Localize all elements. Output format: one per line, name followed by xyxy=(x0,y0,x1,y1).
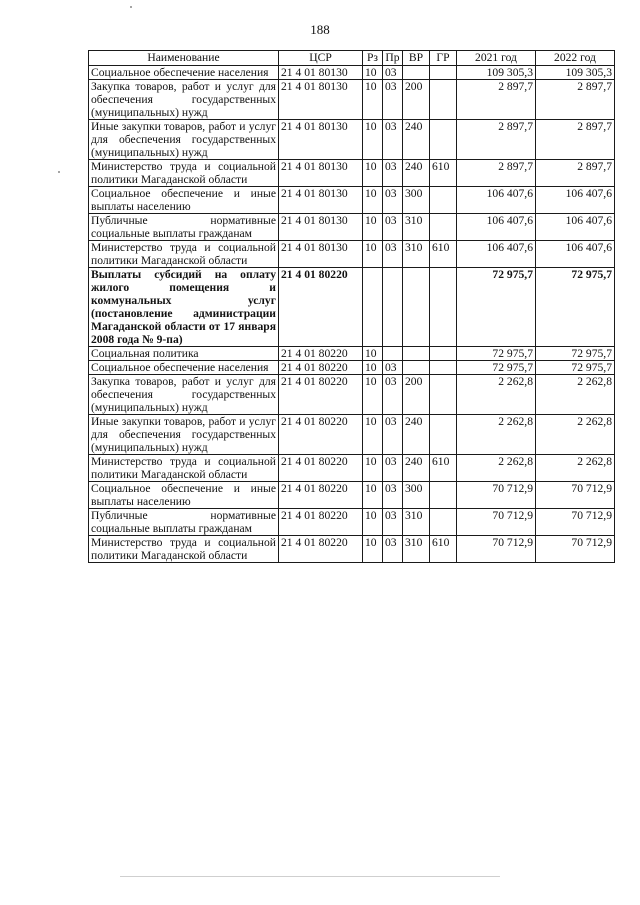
cell-rz: 10 xyxy=(363,214,383,241)
cell-pr: 03 xyxy=(383,241,403,268)
cell-gr xyxy=(430,509,457,536)
cell-2021: 106 407,6 xyxy=(457,187,536,214)
cell-rz: 10 xyxy=(363,160,383,187)
table-row xyxy=(89,482,615,509)
cell-2022: 70 712,9 xyxy=(536,509,615,536)
cell-pr xyxy=(383,347,403,361)
cell-2022: 72 975,7 xyxy=(536,347,615,361)
cell-pr: 03 xyxy=(383,482,403,509)
header-pr: Пр xyxy=(383,51,403,66)
cell-rz xyxy=(363,268,383,347)
cell-vr: 200 xyxy=(403,80,430,120)
cell-gr xyxy=(430,268,457,347)
cell-csr: 21 4 01 80220 xyxy=(279,482,363,509)
cell-pr: 03 xyxy=(383,120,403,160)
table-row xyxy=(89,120,615,160)
cell-vr xyxy=(403,347,430,361)
cell-2021: 2 897,7 xyxy=(457,80,536,120)
cell-2022: 70 712,9 xyxy=(536,482,615,509)
cell-name: Публичные нормативные социальные выплаты гражданам xyxy=(89,214,279,241)
cell-vr: 310 xyxy=(403,214,430,241)
cell-rz: 10 xyxy=(363,241,383,268)
cell-gr xyxy=(430,415,457,455)
cell-vr: 310 xyxy=(403,241,430,268)
cell-vr: 310 xyxy=(403,536,430,563)
table-row xyxy=(89,187,615,214)
table-row xyxy=(89,214,615,241)
cell-2021: 2 897,7 xyxy=(457,160,536,187)
cell-name: Министерство труда и социальной политики Магаданской области xyxy=(89,241,279,268)
cell-name: Министерство труда и социальной политики Магаданской области xyxy=(89,536,279,563)
cell-vr: 240 xyxy=(403,160,430,187)
cell-vr: 300 xyxy=(403,187,430,214)
cell-vr: 240 xyxy=(403,455,430,482)
cell-csr: 21 4 01 80130 xyxy=(279,187,363,214)
cell-pr: 03 xyxy=(383,214,403,241)
cell-csr: 21 4 01 80130 xyxy=(279,80,363,120)
cell-gr xyxy=(430,361,457,375)
cell-rz: 10 xyxy=(363,415,383,455)
cell-gr xyxy=(430,80,457,120)
cell-vr: 240 xyxy=(403,120,430,160)
table-row xyxy=(89,509,615,536)
cell-name: Социальное обеспечение и иные выплаты населению xyxy=(89,482,279,509)
cell-vr xyxy=(403,268,430,347)
cell-name: Социальное обеспечение населения xyxy=(89,361,279,375)
cell-gr xyxy=(430,482,457,509)
cell-2022: 106 407,6 xyxy=(536,214,615,241)
cell-2022: 2 897,7 xyxy=(536,160,615,187)
cell-csr: 21 4 01 80220 xyxy=(279,375,363,415)
cell-gr xyxy=(430,347,457,361)
header-2022: 2022 год xyxy=(536,51,615,66)
cell-csr: 21 4 01 80220 xyxy=(279,361,363,375)
cell-pr: 03 xyxy=(383,80,403,120)
cell-rz: 10 xyxy=(363,509,383,536)
cell-2021: 106 407,6 xyxy=(457,214,536,241)
header-rz: Рз xyxy=(363,51,383,66)
scan-speck xyxy=(130,6,132,8)
cell-csr: 21 4 01 80220 xyxy=(279,536,363,563)
cell-name: Закупка товаров, работ и услуг для обеспечения государственных (муниципальных) нужд xyxy=(89,375,279,415)
table-row xyxy=(89,66,615,80)
cell-pr: 03 xyxy=(383,187,403,214)
cell-pr: 03 xyxy=(383,455,403,482)
cell-pr: 03 xyxy=(383,375,403,415)
cell-name: Закупка товаров, работ и услуг для обеспечения государственных (муниципальных) нужд xyxy=(89,80,279,120)
table-row xyxy=(89,160,615,187)
cell-gr xyxy=(430,66,457,80)
cell-csr: 21 4 01 80220 xyxy=(279,347,363,361)
cell-rz: 10 xyxy=(363,187,383,214)
page-number: 188 xyxy=(310,22,330,37)
cell-name: Социальное обеспечение и иные выплаты населению xyxy=(89,187,279,214)
cell-2022: 70 712,9 xyxy=(536,536,615,563)
header-2021: 2021 год xyxy=(457,51,536,66)
cell-vr: 200 xyxy=(403,375,430,415)
header-gr: ГР xyxy=(430,51,457,66)
table-row xyxy=(89,241,615,268)
cell-2021: 72 975,7 xyxy=(457,361,536,375)
cell-name: Министерство труда и социальной политики Магаданской области xyxy=(89,455,279,482)
cell-2021: 2 262,8 xyxy=(457,415,536,455)
cell-vr: 300 xyxy=(403,482,430,509)
cell-2022: 106 407,6 xyxy=(536,241,615,268)
cell-name: Публичные нормативные социальные выплаты гражданам xyxy=(89,509,279,536)
cell-2021: 109 305,3 xyxy=(457,66,536,80)
cell-pr: 03 xyxy=(383,509,403,536)
cell-gr: 610 xyxy=(430,455,457,482)
cell-gr xyxy=(430,120,457,160)
cell-gr xyxy=(430,187,457,214)
cell-2021: 2 262,8 xyxy=(457,375,536,415)
cell-name: Социальная политика xyxy=(89,347,279,361)
cell-2021: 72 975,7 xyxy=(457,268,536,347)
table-row xyxy=(89,347,615,361)
table-row xyxy=(89,536,615,563)
cell-rz: 10 xyxy=(363,80,383,120)
table-row xyxy=(89,375,615,415)
cell-rz: 10 xyxy=(363,536,383,563)
table-row xyxy=(89,361,615,375)
cell-vr: 240 xyxy=(403,415,430,455)
bottom-scan-line xyxy=(120,876,500,877)
scan-speck xyxy=(58,171,60,173)
cell-csr: 21 4 01 80130 xyxy=(279,66,363,80)
table-body xyxy=(89,66,615,563)
cell-pr: 03 xyxy=(383,361,403,375)
budget-table xyxy=(88,50,615,563)
cell-rz: 10 xyxy=(363,66,383,80)
cell-rz: 10 xyxy=(363,455,383,482)
cell-pr: 03 xyxy=(383,66,403,80)
header-name: Наименование xyxy=(89,51,279,66)
cell-2022: 109 305,3 xyxy=(536,66,615,80)
cell-2021: 106 407,6 xyxy=(457,241,536,268)
cell-2022: 106 407,6 xyxy=(536,187,615,214)
cell-gr: 610 xyxy=(430,160,457,187)
cell-rz: 10 xyxy=(363,375,383,415)
cell-gr xyxy=(430,214,457,241)
cell-2022: 2 897,7 xyxy=(536,80,615,120)
cell-vr xyxy=(403,361,430,375)
cell-rz: 10 xyxy=(363,347,383,361)
cell-pr xyxy=(383,268,403,347)
cell-csr: 21 4 01 80130 xyxy=(279,160,363,187)
cell-name: Социальное обеспечение населения xyxy=(89,66,279,80)
cell-vr: 310 xyxy=(403,509,430,536)
cell-gr xyxy=(430,375,457,415)
cell-gr: 610 xyxy=(430,536,457,563)
cell-name: Иные закупки товаров, работ и услуг для обеспечения государственных (муниципальных) нужд xyxy=(89,415,279,455)
cell-2021: 70 712,9 xyxy=(457,536,536,563)
cell-csr: 21 4 01 80130 xyxy=(279,214,363,241)
cell-pr: 03 xyxy=(383,160,403,187)
table-header-row xyxy=(89,51,615,66)
cell-csr: 21 4 01 80130 xyxy=(279,241,363,268)
cell-csr: 21 4 01 80220 xyxy=(279,509,363,536)
table-row xyxy=(89,455,615,482)
cell-2022: 2 897,7 xyxy=(536,120,615,160)
cell-name: Иные закупки товаров, работ и услуг для обеспечения государственных (муниципальных) нужд xyxy=(89,120,279,160)
cell-csr: 21 4 01 80220 xyxy=(279,455,363,482)
header-csr: ЦСР xyxy=(279,51,363,66)
cell-2021: 2 262,8 xyxy=(457,455,536,482)
cell-csr: 21 4 01 80130 xyxy=(279,120,363,160)
cell-2022: 2 262,8 xyxy=(536,375,615,415)
cell-2021: 70 712,9 xyxy=(457,509,536,536)
cell-2022: 2 262,8 xyxy=(536,455,615,482)
cell-2021: 72 975,7 xyxy=(457,347,536,361)
cell-gr: 610 xyxy=(430,241,457,268)
cell-name: Министерство труда и социальной политики Магаданской области xyxy=(89,160,279,187)
cell-csr: 21 4 01 80220 xyxy=(279,415,363,455)
table-row xyxy=(89,80,615,120)
cell-csr: 21 4 01 80220 xyxy=(279,268,363,347)
table-row xyxy=(89,415,615,455)
cell-2022: 2 262,8 xyxy=(536,415,615,455)
table-row xyxy=(89,268,615,347)
cell-pr: 03 xyxy=(383,415,403,455)
cell-rz: 10 xyxy=(363,361,383,375)
cell-rz: 10 xyxy=(363,482,383,509)
cell-2021: 70 712,9 xyxy=(457,482,536,509)
cell-name: Выплаты субсидий на оплату жилого помещения и коммунальных услуг (постановление администрации Магаданской области от 17 января 2008 года № 9-па) xyxy=(89,268,279,347)
cell-2022: 72 975,7 xyxy=(536,361,615,375)
cell-rz: 10 xyxy=(363,120,383,160)
cell-2022: 72 975,7 xyxy=(536,268,615,347)
cell-pr: 03 xyxy=(383,536,403,563)
cell-vr xyxy=(403,66,430,80)
cell-2021: 2 897,7 xyxy=(457,120,536,160)
header-vr: ВР xyxy=(403,51,430,66)
